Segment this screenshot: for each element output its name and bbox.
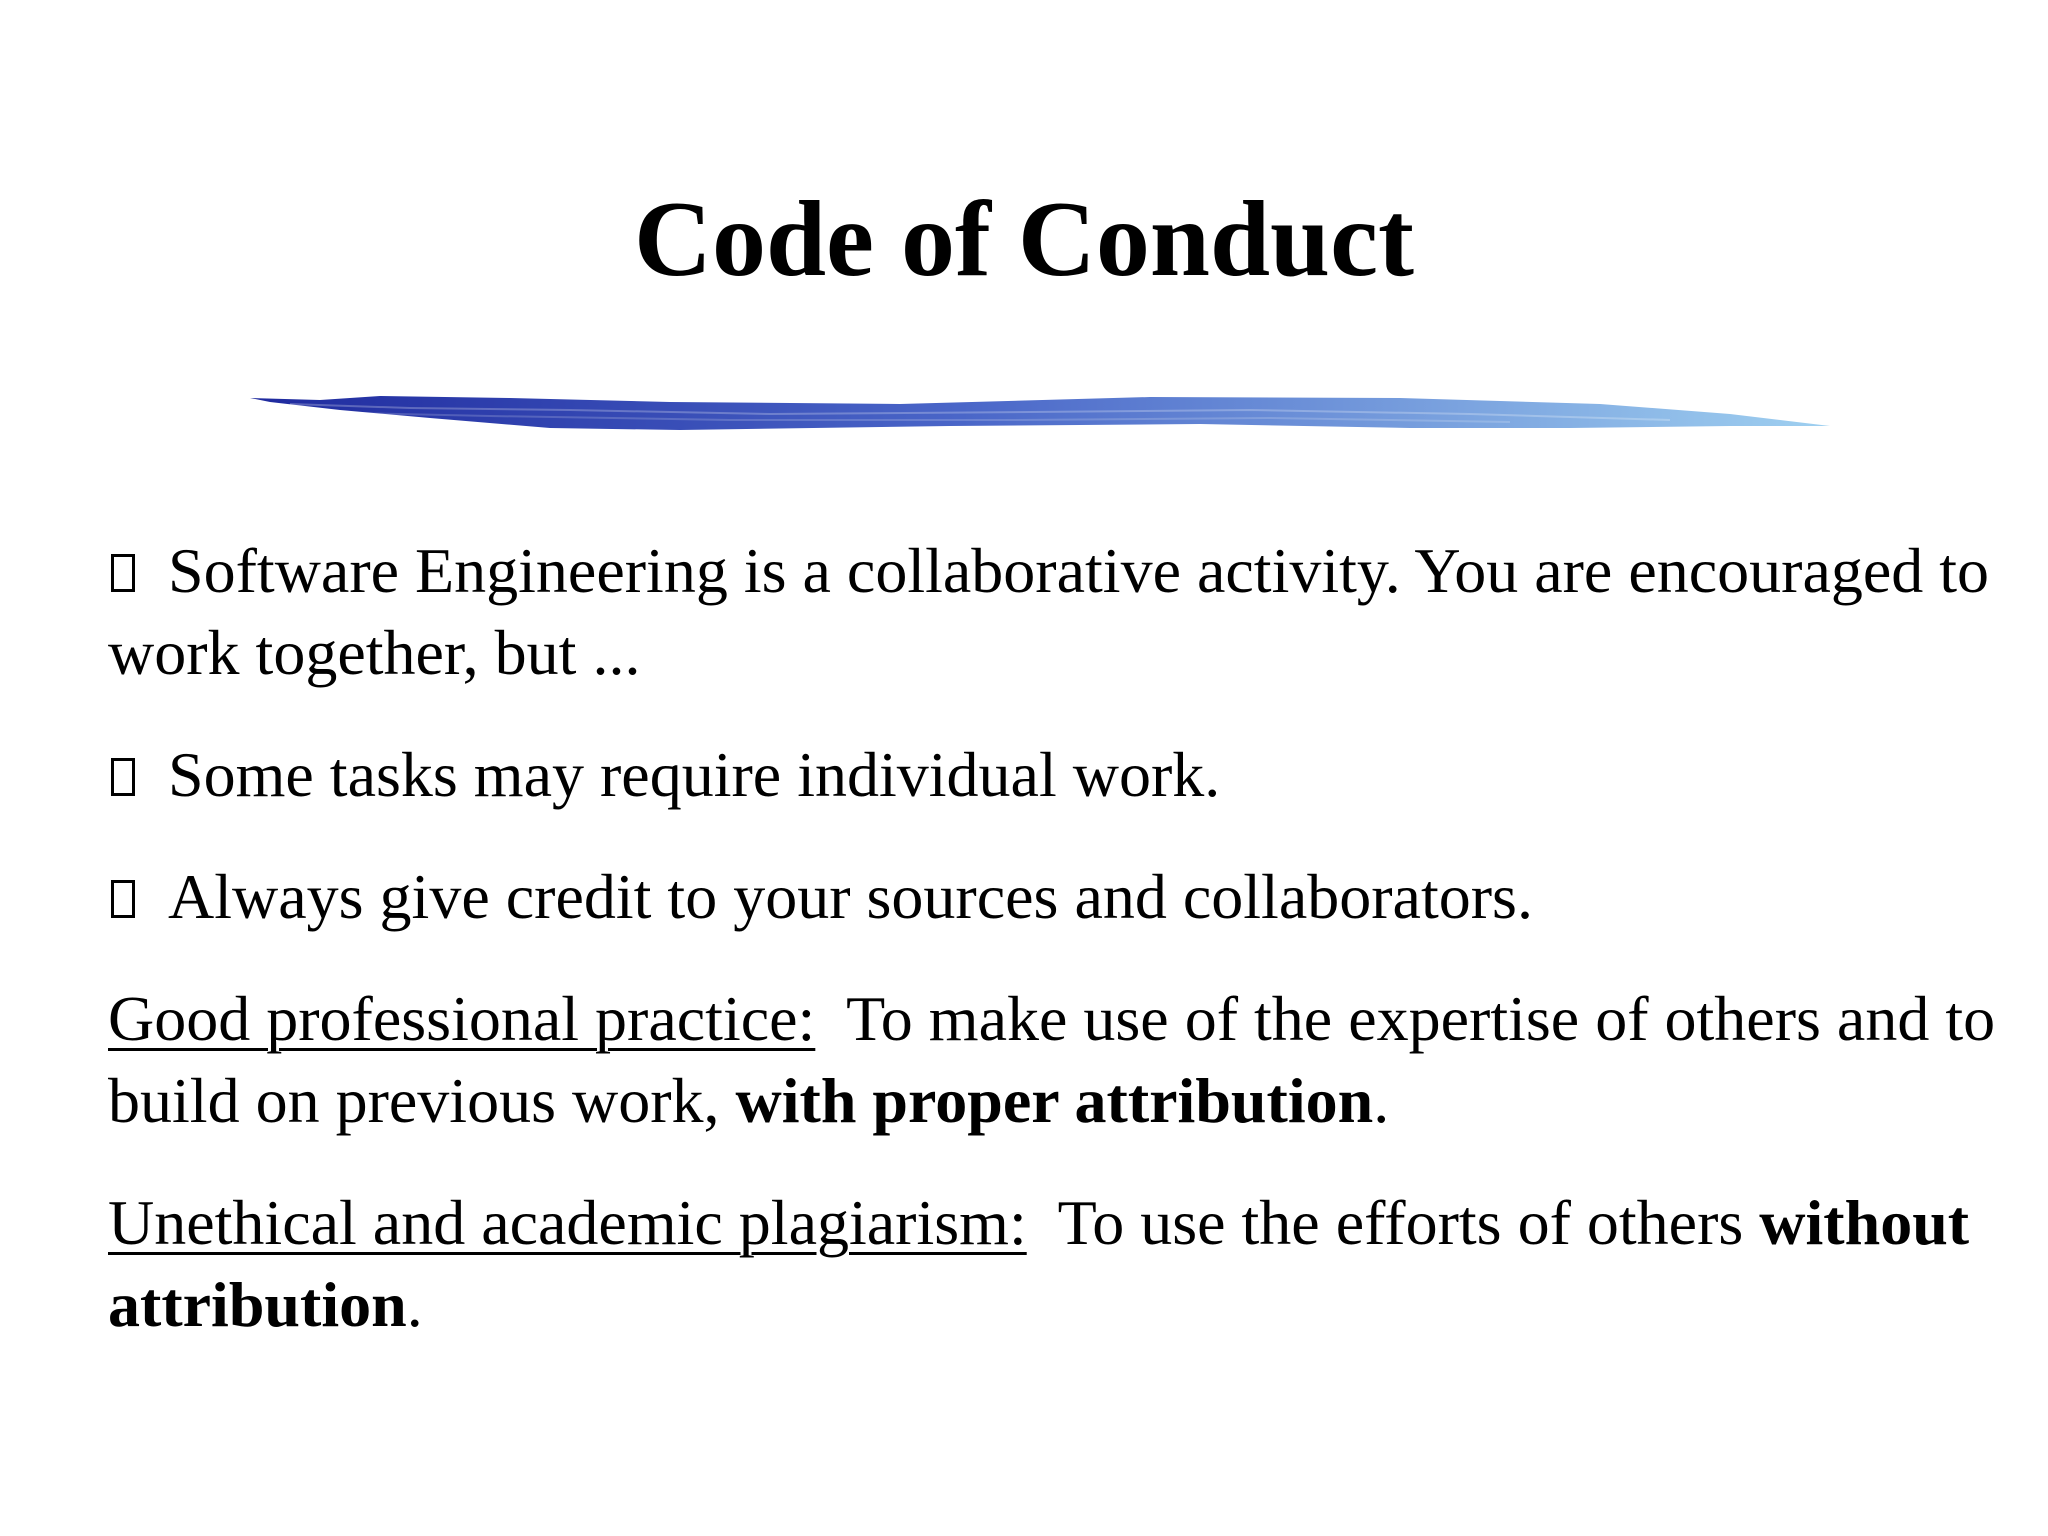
checkbox-square-icon	[108, 752, 146, 802]
bullet-text: Always give credit to your sources and collaborators.	[168, 861, 1533, 932]
slide-title: Code of Conduct	[633, 180, 1415, 299]
good-practice-label: Good professional practice:	[108, 983, 816, 1054]
plagiarism-text: To use the efforts of others	[1026, 1187, 1760, 1258]
plagiarism-end: .	[406, 1269, 423, 1340]
good-practice-emphasis: with proper attribution	[735, 1065, 1374, 1136]
good-practice-text: To make use of the expertise of others and to build on previous work,	[108, 983, 2012, 1136]
plagiarism-label: Unethical and academic plagiarism:	[108, 1187, 1027, 1258]
bullet-item	[108, 734, 2008, 816]
brush-stroke-divider	[250, 388, 1830, 444]
plagiarism-emphasis: without attribution	[108, 1187, 1970, 1340]
bullet-text: Software Engineering is a collaborative activity. You are encouraged to work together, but ...	[108, 535, 1990, 688]
plagiarism-paragraph	[108, 1182, 2008, 1346]
good-practice-end: .	[1373, 1065, 1390, 1136]
bullet-item	[108, 856, 2008, 938]
slide-body	[108, 530, 2012, 1386]
checkbox-square-icon	[108, 548, 146, 598]
bullet-text: Some tasks may require individual work.	[168, 739, 1221, 810]
checkbox-square-icon	[108, 874, 146, 924]
bullet-item	[108, 530, 2008, 694]
good-practice-paragraph	[108, 978, 2012, 1142]
